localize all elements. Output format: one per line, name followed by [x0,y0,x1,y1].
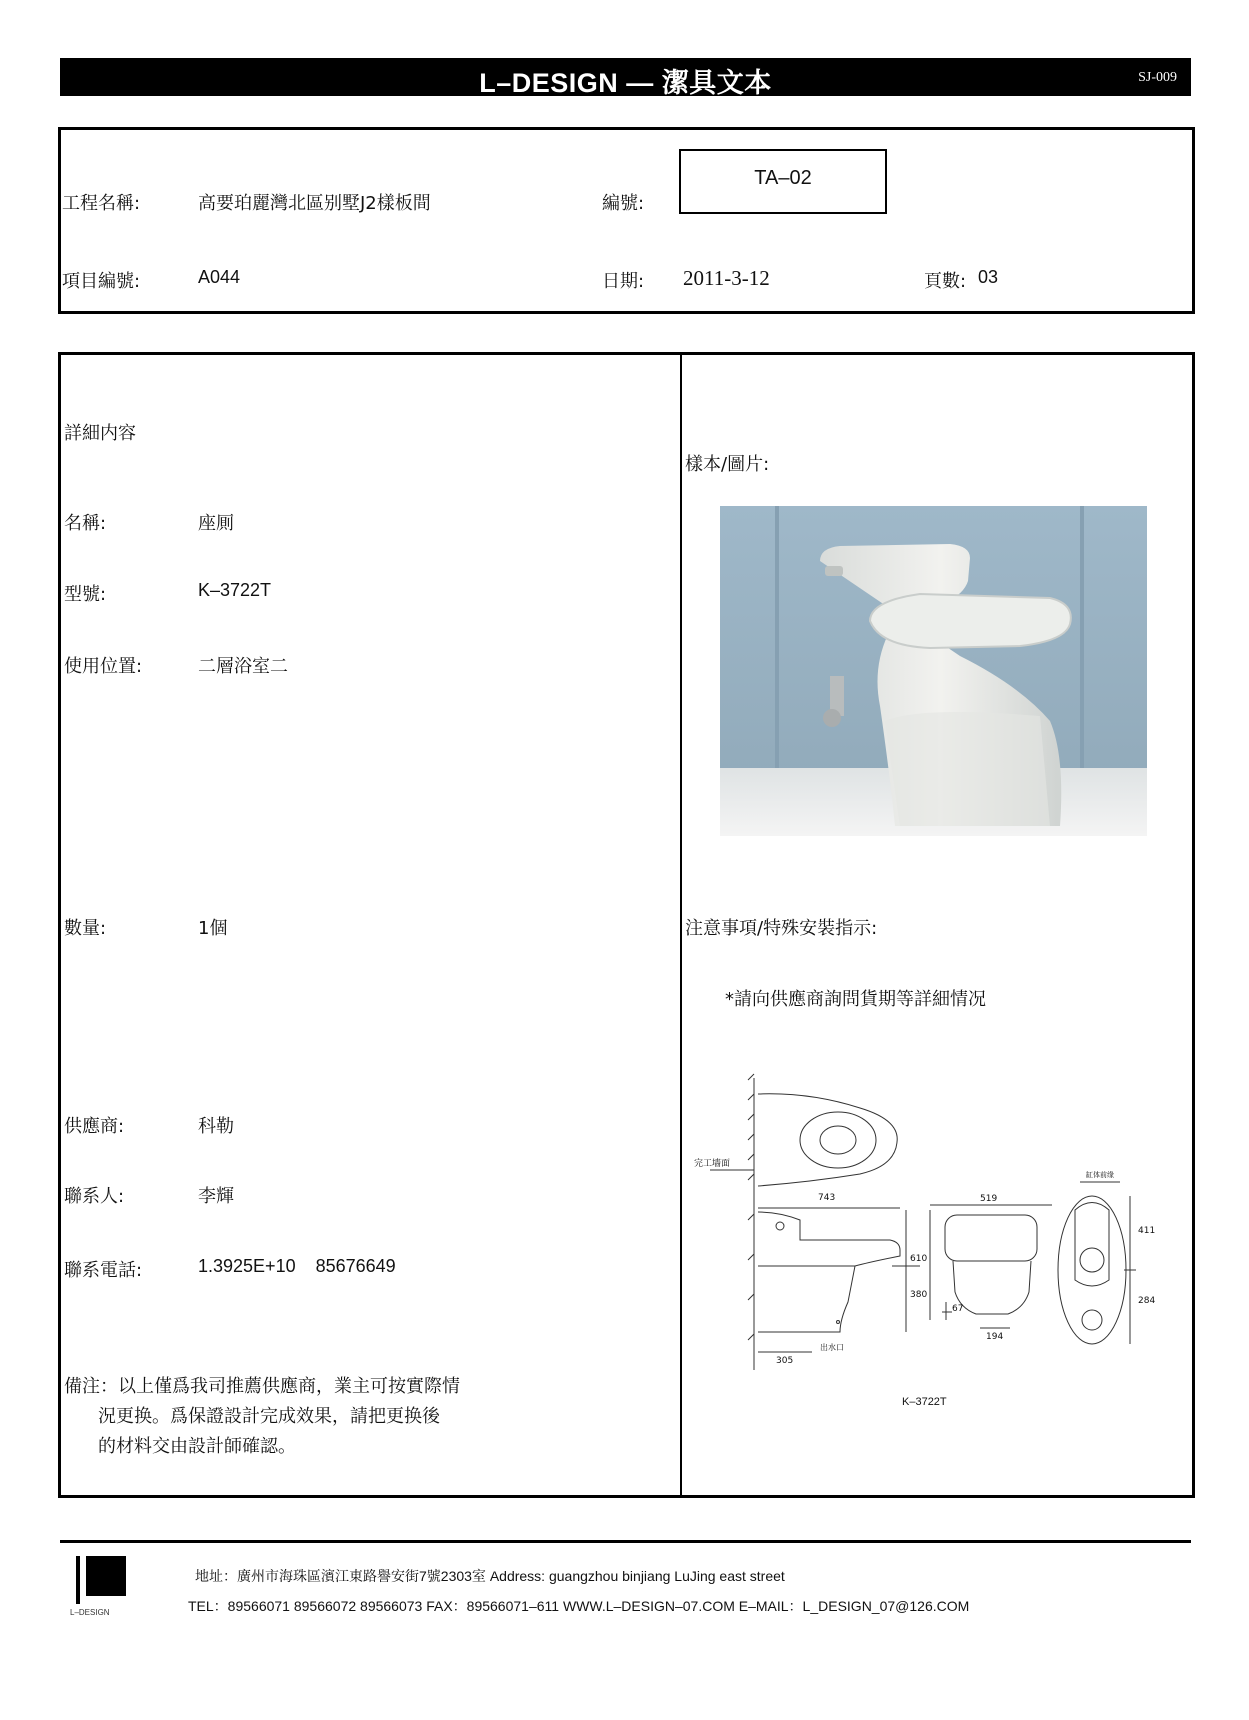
name-label: 名稱: [64,513,107,534]
footer-address: 地址：廣州市海珠區濱江東路譽安街7號2303室 Address: guangzhou binjiang LuJing east street [195,1568,785,1584]
footer-contact: TEL：89566071 89566072 89566073 FAX：89566071–611 WWW.L–DESIGN–07.COM E–MAIL：L_DESIGN_07@126.COM [188,1598,970,1614]
remark-line-2: 況更换。爲保證設計完成效果，請把更换後 [98,1406,440,1427]
supplier-label: 供應商: [64,1116,125,1137]
date-value: 2011-3-12 [683,266,770,290]
model-label: 型號: [64,584,107,605]
remark-line-3: 的材料交由設計師確認。 [98,1436,296,1457]
model-value: K–3722T [198,580,272,600]
date-label: 日期: [602,271,645,292]
notes-text: *請向供應商詢問貨期等詳細情况 [725,989,986,1010]
dim-194: 194 [986,1332,1004,1342]
product-photo [720,506,1147,836]
wall-label: 完工墻面 [694,1159,731,1169]
number-box [679,149,887,214]
number-label: 編號: [602,193,645,214]
footer-divider [60,1540,1191,1543]
page-label: 頁數: [924,271,967,292]
contact-value: 李輝 [198,1186,234,1207]
drawing-model-caption: K–3722T [902,1396,947,1408]
dim-610: 610 [910,1254,928,1264]
dim-411: 411 [1138,1226,1156,1236]
project-name-label: 工程名稱: [62,193,141,214]
dim-380: 380 [910,1290,928,1300]
contact-label: 聯系人: [64,1186,125,1207]
column-divider [680,355,682,1495]
dim-743: 743 [818,1193,836,1203]
document-title: L–DESIGN — 潔具文本 [479,68,772,98]
sample-label: 樣本/圖片: [685,454,770,475]
project-name-value: 高要珀麗灣北區别墅J2樣板間 [198,193,431,214]
bottom-view-label: 缸体前缘 [1086,1171,1114,1179]
item-number-value: A044 [198,267,241,287]
location-value: 二層浴室二 [198,656,288,677]
phone-label: 聯系電話: [64,1260,143,1281]
dim-305: 305 [776,1356,794,1366]
quantity-value: 1個 [198,918,228,939]
item-number-label: 項目編號: [62,271,141,292]
l-design-logo [76,1556,132,1606]
dim-67: 67 [952,1304,964,1314]
details-heading: 詳細内容 [64,423,136,444]
technical-drawing [690,1070,1170,1430]
page-value: 03 [978,267,999,287]
supplier-value: 科勒 [198,1116,234,1137]
document-code: SJ-009 [1138,70,1177,85]
location-label: 使用位置: [64,656,143,677]
logo-text: L–DESIGN [70,1608,110,1617]
dim-284: 284 [1138,1296,1156,1306]
document-title-bar [60,58,1191,96]
outlet-label: 出水口 [820,1343,844,1352]
remark-line-1: 備注：以上僅爲我司推薦供應商，業主可按實際情 [64,1376,460,1397]
dim-519: 519 [980,1194,998,1204]
number-value: TA–02 [754,167,812,189]
name-value: 座厠 [198,513,234,534]
notes-label: 注意事項/特殊安裝指示: [685,918,878,939]
quantity-label: 數量: [64,918,107,939]
phone-value: 1.3925E+10 85676649 [198,1256,396,1276]
